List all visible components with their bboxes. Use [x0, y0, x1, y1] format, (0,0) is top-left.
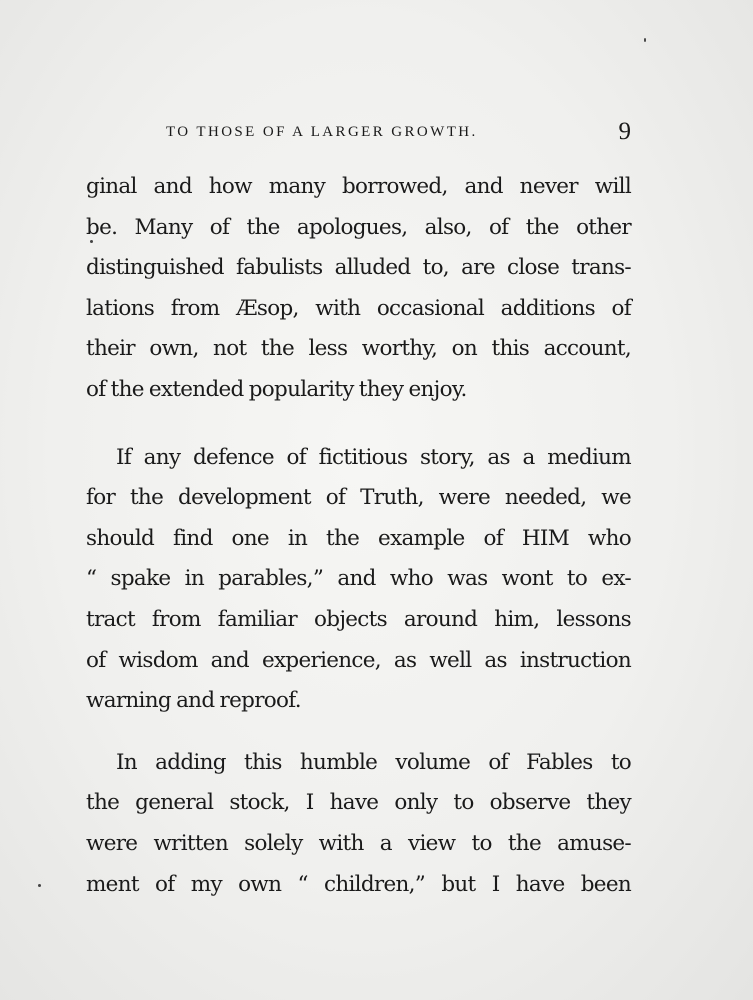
running-head [86, 118, 631, 148]
paragraph-1 [86, 170, 631, 414]
text-line: “ spake in parables,” and who was wont to ex- [86, 566, 631, 592]
running-head-title: TO THOSE OF A LARGER GROWTH. [166, 124, 478, 140]
paper-speck [644, 38, 646, 42]
text-line: be. Many of the apologues, also, of the other [86, 214, 631, 240]
paragraph-2 [86, 441, 631, 725]
text-line: their own, not the less worthy, on this account, [86, 336, 631, 362]
text-line: of wisdom and experience, as well as instruction [86, 647, 631, 673]
text-line: of the extended popularity they enjoy. [86, 376, 467, 402]
text-line: should find one in the example of HIM who [86, 525, 631, 551]
text-line: ment of my own “ children,” but I have been [86, 871, 631, 897]
paragraph-3 [86, 746, 631, 908]
text-line: distinguished fabulists alluded to, are close trans- [86, 255, 631, 281]
text-line: ginal and how many borrowed, and never will [86, 174, 631, 199]
body-text [86, 170, 631, 908]
page-number: 9 [618, 118, 631, 145]
text-line: warning and reproof. [86, 688, 301, 714]
paper-speck [38, 884, 41, 887]
text-line: If any defence of fictitious story, as a medium [116, 444, 631, 470]
paper-speck [90, 240, 93, 243]
paragraph-spacer [86, 414, 631, 441]
text-line: were written solely with a view to the amuse- [86, 830, 631, 856]
text-line: lations from Æsop, with occasional additions of [86, 295, 631, 321]
text-line: tract from familiar objects around him, lessons [86, 606, 631, 632]
paragraph-spacer [86, 725, 631, 746]
text-line: In adding this humble volume of Fables to [116, 749, 631, 775]
text-line: the general stock, I have only to observe they [86, 790, 631, 816]
text-line: for the development of Truth, were needed, we [86, 485, 631, 511]
